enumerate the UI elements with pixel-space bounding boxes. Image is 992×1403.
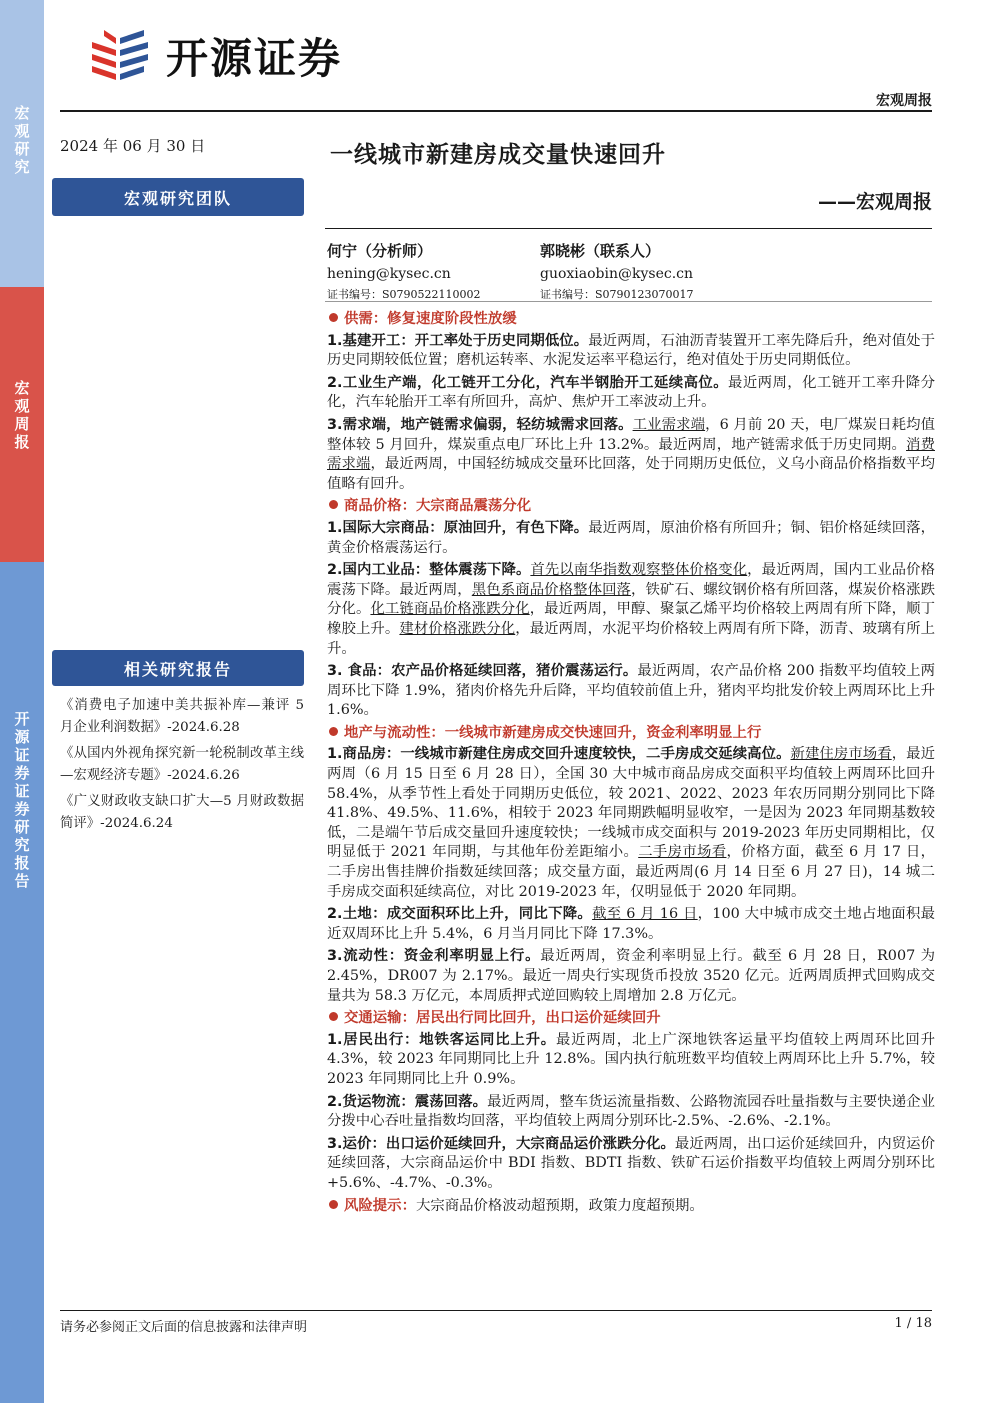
report-body — [327, 307, 935, 1219]
analyst-email[interactable]: guoxiaobin@kysec.cn — [540, 266, 694, 282]
analyst-divider — [325, 301, 932, 302]
paragraph: 2.货运物流：震荡回落。最近两周，整车货运流量指数、公路物流园吞吐量指数与主要快递企业分拨中心吞吐量指数均回落，平均值较上两周分别环比-2.5%、-2.6%、-2.1%。 — [327, 1093, 935, 1130]
logo-text: 开源证券 — [166, 34, 343, 83]
sidebar-strip-mid — [0, 287, 44, 562]
related-reports-list — [60, 695, 304, 839]
paragraph: 3. 食品：农产品价格延续回落，猪价震荡运行。最近两周，农产品价格 200 指数平均值较上两周环比下降 1.9%，猪肉价格先升后降，平均值较前值上升，猪肉平均批发价较上两周环比上升 1.6%。 — [327, 663, 935, 719]
report-date: 2024 年 06 月 30 日 — [60, 137, 206, 155]
related-reports-banner: 相关研究报告 — [52, 650, 304, 686]
related-report-link[interactable]: 《消费电子加速中美共振补库—兼评 5 月企业利润数据》-2024.6.28 — [60, 698, 304, 735]
paragraph: 2.土地：成交面积环比上升，同比下降。截至 6 月 16 日，100 大中城市成交土地占地面积最近双周环比上升 5.4%，6 月当月同比下降 17.3%。 — [327, 906, 936, 942]
related-report-link[interactable]: 《广义财政收支缺口扩大—5 月财政数据简评》-2024.6.24 — [60, 794, 304, 831]
analyst-cert: 证书编号：S0790522110002 — [327, 288, 481, 301]
bullet-icon — [329, 727, 338, 736]
analyst-name: 郭晓彬（联系人） — [540, 242, 661, 260]
sidebar-strip-bottom — [0, 562, 44, 1403]
section-heading: 交通运输：居民出行同比回升，出口运价延续回升 — [327, 1009, 935, 1029]
bullet-icon — [329, 313, 338, 322]
sidebar-label-top: 宏观研究 — [14, 104, 30, 176]
paragraph: 1.居民出行：地铁客运同比上升。最近两周，北上广深地铁客运量平均值较上两周环比回升 4.3%，较 2023 年同期同比上升 12.8%。国内执行航班数平均值较上两周环比上升 5.7%，较 2023 年同期同比上升 0.9%。 — [327, 1031, 935, 1087]
analyst-card-1 — [327, 240, 481, 302]
footer-divider — [60, 1310, 932, 1311]
paragraph: 3.流动性：资金利率明显上行。最近两周，资金利率明显上行。截至 6 月 28 日，R007 为 2.45%，DR007 为 2.17%。最近一周央行实现货币投放 3520 亿元。近两周质押式回购成交量共为 58.3 万亿元，本周质押式逆回购较上周增加 2.8 万亿元。 — [327, 948, 935, 1004]
analyst-name: 何宁（分析师） — [327, 242, 433, 260]
paragraph: 1.基建开工：开工率处于历史同期低位。最近两周，石油沥青装置开工率先降后升，绝对值处于历史同期较低位置；磨机运转率、水泥发运率平稳运行，绝对值处于历史同期低位。 — [327, 332, 935, 369]
page-title: 一线城市新建房成交量快速回升 — [330, 141, 666, 168]
paragraph: 3.运价：出口运价延续回升，大宗商品运价涨跌分化。最近两周，出口运价延续回升，内贸运价延续回落，大宗商品运价中 BDI 指数、BDTI 指数、铁矿石运价指数平均值较上两周分别环比+5.6%、-4.7%、-0.3%。 — [327, 1135, 935, 1191]
report-type-label: 宏观周报 — [876, 93, 932, 109]
bullet-icon — [329, 1200, 338, 1209]
paragraph: 2.国内工业品：整体震荡下降。首先以南华指数观察整体价格变化，最近两周，国内工业品价格震荡下降。最近两周，黑色系商品价格整体回落，铁矿石、螺纹钢价格有所回落，煤炭价格涨跌分化。化工链商品价格涨跌分化，最近两周，甲醇、聚氯乙烯平均价格较上两周有所下降，顺丁橡胶上升。建材价格涨跌分化，最近两周，水泥平均价格较上两周有所下降，沥青、玻璃有所上升。 — [327, 562, 935, 657]
section-heading: 地产与流动性：一线城市新建房成交快速回升，资金利率明显上行 — [327, 724, 935, 744]
page-subtitle: ——宏观周报 — [817, 191, 932, 213]
paragraph: 1.国际大宗商品：原油回升，有色下降。最近两周，原油价格有所回升；铜、铝价格延续回落，黄金价格震荡运行。 — [327, 519, 935, 556]
team-banner: 宏观研究团队 — [52, 178, 304, 216]
analyst-cert: 证书编号：S0790123070017 — [540, 288, 694, 301]
paragraph: 3.需求端，地产链需求偏弱，轻纺城需求回落。工业需求端，6 月前 20 天，电厂煤炭日耗均值整体较 5 月回升，煤炭重点电厂环比上升 13.2%。最近两周，地产链需求低于历史同期。消费需求端，最近两周，中国轻纺城成交量环比回落，处于同期历史低位，义乌小商品价格指数平均值略有回升。 — [327, 416, 935, 492]
analyst-email[interactable]: hening@kysec.cn — [327, 266, 451, 282]
bullet-icon — [329, 500, 338, 509]
bullet-icon — [329, 1012, 338, 1021]
subtitle-divider — [325, 228, 932, 229]
page-number: 1 / 18 — [894, 1316, 932, 1331]
risk-warning: 风险提示：大宗商品价格波动超预期，政策力度超预期。 — [327, 1197, 935, 1217]
paragraph: 2.工业生产端，化工链开工分化，汽车半钢胎开工延续高位。最近两周，化工链开工率升降分化，汽车轮胎开工率有所回升，高炉、焦炉开工率波动上升。 — [327, 374, 935, 411]
footer-disclaimer: 请务必参阅正文后面的信息披露和法律声明 — [60, 1320, 308, 1335]
paragraph: 1.商品房：一线城市新建住房成交回升速度较快，二手房成交延续高位。新建住房市场看，最近两周（6 月 15 日至 6 月 28 日），全国 30 大中城市商品房成交面积平均值较上两周环比回升 58.4%，从季节性上看处于同期历史低位，较 2021、2022、2023 年农历同期分别同比下降 41.8%、49.5%、11.6%，相较于 2023 年同期跌幅明显收窄，一是因为 2023 年同期基数较低，二是端午节后成交量回升速度较快；一线城市成交面积与 2019-2023 年历史同期相比，仅明显低于 2021 年同期，与其他年份差距缩小。二手房市场看，价格方面，截至 6 月 17 日，二手房出售挂牌价指数延续回落；成交量方面，最近两周(6 月 14 日至 6 月 27 日)，14 城二手房成交面积延续高位，对比 2019-2023 年，仅明显低于 2020 年同期。 — [327, 746, 935, 900]
section-heading: 商品价格：大宗商品震荡分化 — [327, 497, 935, 517]
related-report-link[interactable]: 《从国内外视角探究新一轮税制改革主线—宏观经济专题》-2024.6.26 — [60, 746, 304, 783]
header-divider — [60, 110, 932, 112]
section-heading: 供需：修复速度阶段性放缓 — [327, 310, 935, 330]
company-logo — [86, 26, 342, 86]
sidebar-strip-top — [0, 0, 44, 287]
logo-mark-icon — [86, 28, 156, 84]
sidebar-label-mid: 宏观周报 — [14, 379, 30, 451]
sidebar-label-bottom: 开源证券 证券研究报告 — [14, 710, 30, 890]
analyst-card-2 — [540, 240, 694, 302]
